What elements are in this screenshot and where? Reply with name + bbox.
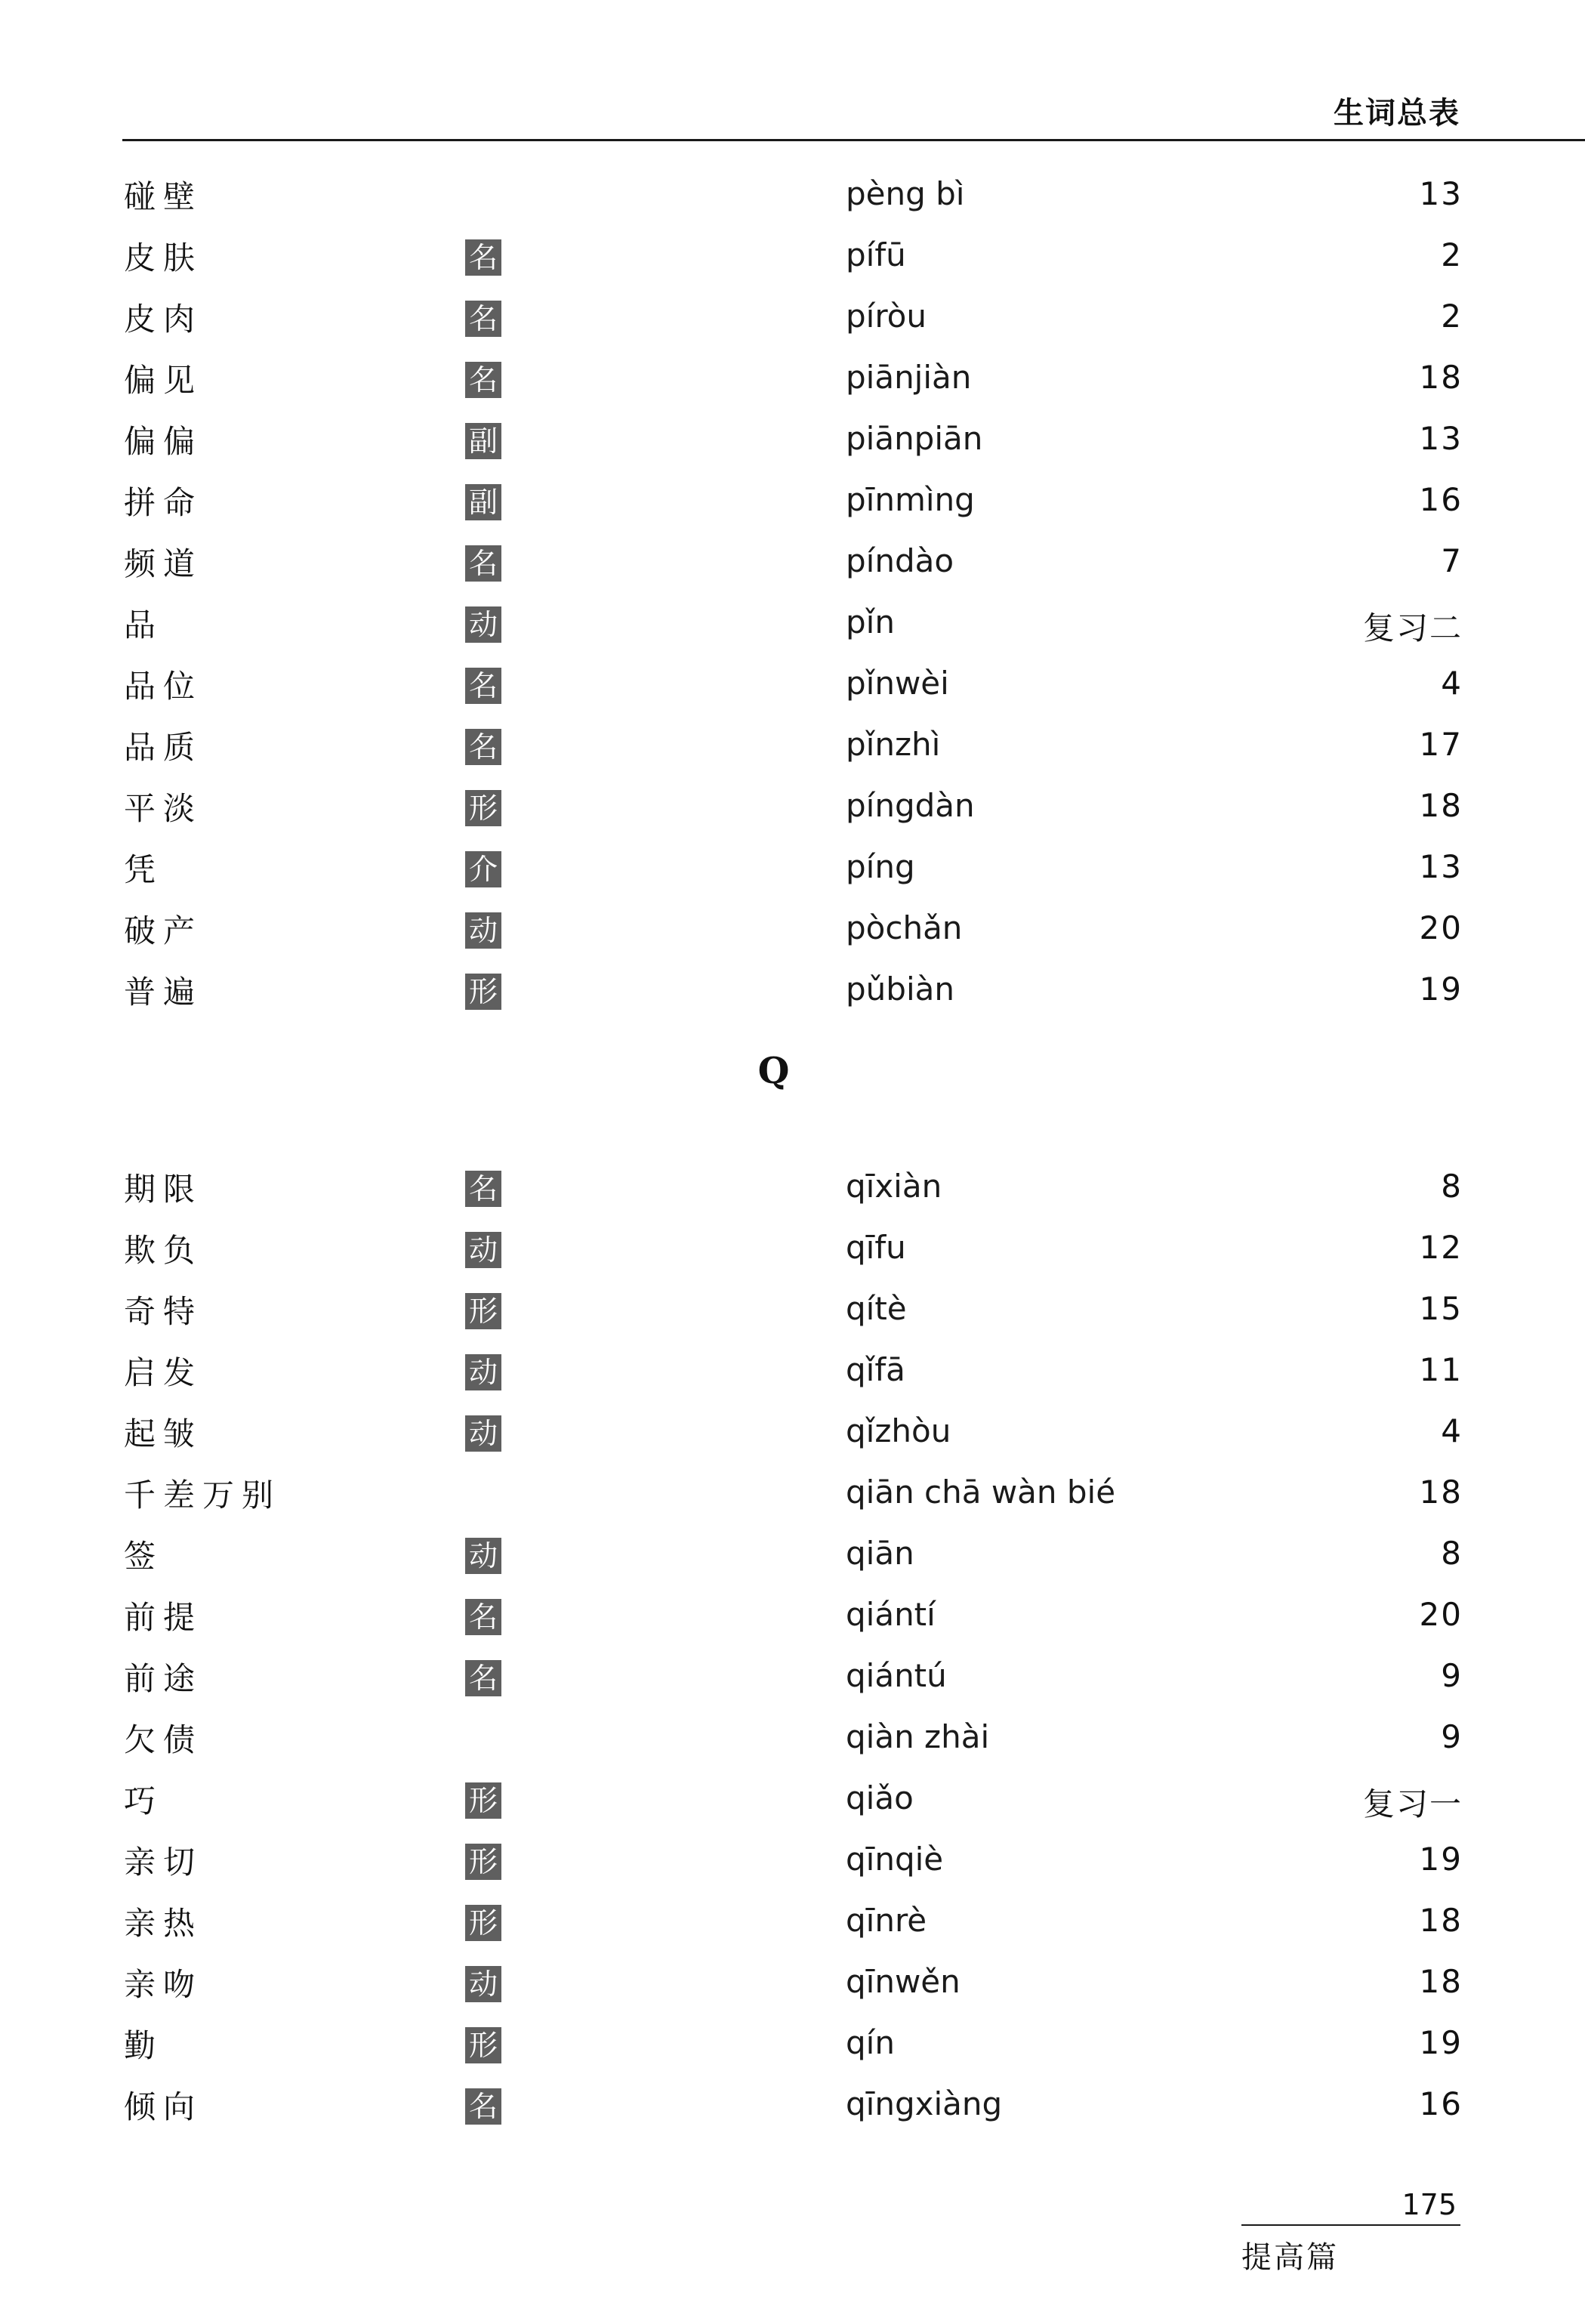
lesson-number: 17 (1419, 726, 1463, 763)
lesson-number: 20 (1419, 1596, 1463, 1633)
part-of-speech-badge: 动 (465, 1538, 501, 1574)
vocabulary-row (0, 1524, 1585, 1585)
vocabulary-row (0, 715, 1585, 776)
lesson-number: 7 (1441, 542, 1463, 579)
section-letter-heading: Q (757, 1050, 790, 1092)
vocabulary-row (0, 1341, 1585, 1402)
vocabulary-list-p (0, 165, 1585, 1021)
vocabulary-row (0, 654, 1585, 715)
part-of-speech-badge: 动 (465, 1966, 501, 2002)
pinyin: píndào (846, 542, 954, 579)
lesson-number: 20 (1419, 909, 1463, 946)
lesson-number: 13 (1419, 420, 1463, 457)
lesson-number: 19 (1419, 1841, 1463, 1878)
headword: 偏偏 (124, 423, 203, 460)
part-of-speech-badge: 名 (465, 1660, 501, 1696)
vocabulary-row (0, 1279, 1585, 1341)
part-of-speech-badge: 形 (465, 790, 501, 826)
vocabulary-row (0, 226, 1585, 287)
pinyin: qǐzhòu (846, 1412, 951, 1449)
vocabulary-row (0, 1157, 1585, 1218)
part-of-speech-badge: 动 (465, 606, 501, 643)
lesson-number: 18 (1419, 787, 1463, 824)
pinyin: pīnmìng (846, 481, 975, 518)
vocabulary-row (0, 1463, 1585, 1524)
pinyin: qiān (846, 1535, 914, 1572)
lesson-number: 复习二 (1362, 610, 1463, 647)
part-of-speech-badge: 名 (465, 301, 501, 337)
vocabulary-row (0, 2075, 1585, 2136)
vocabulary-row (0, 409, 1585, 471)
lesson-number: 15 (1419, 1290, 1463, 1327)
pinyin: piānpiān (846, 420, 983, 457)
lesson-number: 18 (1419, 1902, 1463, 1939)
part-of-speech-badge: 形 (465, 2027, 501, 2063)
headword: 前提 (124, 1599, 203, 1636)
volume-label: 提高篇 (1241, 2240, 1339, 2275)
vocabulary-row (0, 1952, 1585, 2014)
pinyin: pífū (846, 236, 906, 273)
lesson-number: 13 (1419, 848, 1463, 885)
lesson-number: 16 (1419, 481, 1463, 518)
lesson-number: 9 (1441, 1718, 1463, 1755)
pinyin: pǐnwèi (846, 665, 949, 702)
headword: 亲热 (124, 1905, 203, 1942)
headword: 拼命 (124, 484, 203, 521)
headword: 皮肤 (124, 239, 203, 276)
pinyin: qiántú (846, 1657, 947, 1694)
pinyin: qǐfā (846, 1351, 905, 1388)
vocabulary-row (0, 1769, 1585, 1830)
running-header-title: 生词总表 (1334, 96, 1460, 131)
lesson-number: 2 (1441, 298, 1463, 335)
pinyin: pòchǎn (846, 909, 963, 946)
headword: 前途 (124, 1660, 203, 1697)
part-of-speech-badge: 形 (465, 1782, 501, 1819)
vocabulary-row (0, 287, 1585, 348)
pinyin: qiàn zhài (846, 1718, 990, 1755)
headword: 破产 (124, 912, 203, 949)
part-of-speech-badge: 动 (465, 1232, 501, 1268)
pinyin: qiǎo (846, 1779, 914, 1816)
vocabulary-row (0, 899, 1585, 960)
footer-rule (1241, 2224, 1460, 2226)
pinyin: qīnwěn (846, 1963, 961, 2000)
lesson-number: 13 (1419, 175, 1463, 212)
vocabulary-row (0, 471, 1585, 532)
vocabulary-row (0, 593, 1585, 654)
vocabulary-row (0, 1830, 1585, 1891)
part-of-speech-badge: 名 (465, 668, 501, 704)
headword: 欺负 (124, 1232, 203, 1269)
vocabulary-row (0, 1647, 1585, 1708)
part-of-speech-badge: 名 (465, 729, 501, 765)
pinyin: piānjiàn (846, 359, 972, 396)
vocabulary-row (0, 165, 1585, 226)
lesson-number: 4 (1441, 1412, 1463, 1449)
headword: 奇特 (124, 1293, 203, 1330)
headword: 凭 (124, 851, 164, 888)
lesson-number: 18 (1419, 1474, 1463, 1511)
part-of-speech-badge: 动 (465, 1354, 501, 1390)
headword: 起皱 (124, 1415, 203, 1452)
vocabulary-row (0, 960, 1585, 1021)
pinyin: qín (846, 2024, 895, 2061)
part-of-speech-badge: 名 (465, 1599, 501, 1635)
pinyin: píngdàn (846, 787, 975, 824)
part-of-speech-badge: 形 (465, 1844, 501, 1880)
part-of-speech-badge: 形 (465, 1293, 501, 1329)
lesson-number: 复习一 (1362, 1785, 1463, 1822)
vocabulary-row (0, 776, 1585, 838)
lesson-number: 8 (1441, 1168, 1463, 1205)
part-of-speech-badge: 副 (465, 484, 501, 520)
headword: 偏见 (124, 362, 203, 399)
pinyin: píng (846, 848, 915, 885)
lesson-number: 18 (1419, 359, 1463, 396)
headword: 勤 (124, 2027, 164, 2064)
lesson-number: 19 (1419, 2024, 1463, 2061)
pinyin: qīnqiè (846, 1841, 944, 1878)
headword: 签 (124, 1538, 164, 1575)
headword: 欠债 (124, 1721, 203, 1758)
vocabulary-row (0, 348, 1585, 409)
headword: 皮肉 (124, 301, 203, 338)
part-of-speech-badge: 名 (465, 362, 501, 398)
headword: 亲吻 (124, 1966, 203, 2003)
vocabulary-row (0, 838, 1585, 899)
lesson-number: 11 (1419, 1351, 1463, 1388)
lesson-number: 2 (1441, 236, 1463, 273)
part-of-speech-badge: 名 (465, 1171, 501, 1207)
lesson-number: 4 (1441, 665, 1463, 702)
vocabulary-list-q (0, 1157, 1585, 2136)
part-of-speech-badge: 名 (465, 239, 501, 276)
pinyin: qīnrè (846, 1902, 927, 1939)
lesson-number: 18 (1419, 1963, 1463, 2000)
headword: 平淡 (124, 790, 203, 827)
pinyin: qīxiàn (846, 1168, 942, 1205)
pinyin: píròu (846, 298, 927, 335)
lesson-number: 8 (1441, 1535, 1463, 1572)
headword: 亲切 (124, 1844, 203, 1881)
vocabulary-row (0, 1585, 1585, 1647)
headword: 巧 (124, 1782, 164, 1819)
headword: 品 (124, 606, 164, 643)
headword: 碰壁 (124, 178, 203, 215)
headword: 千差万别 (124, 1477, 282, 1514)
page-number: 175 (1402, 2188, 1457, 2221)
lesson-number: 19 (1419, 971, 1463, 1008)
vocabulary-row (0, 532, 1585, 593)
vocabulary-row (0, 1402, 1585, 1463)
part-of-speech-badge: 名 (465, 2088, 501, 2125)
pinyin: pǐnzhì (846, 726, 941, 763)
pinyin: pèng bì (846, 175, 965, 212)
headword: 倾向 (124, 2088, 203, 2125)
pinyin: qítè (846, 1290, 907, 1327)
header-rule (122, 139, 1585, 141)
part-of-speech-badge: 动 (465, 912, 501, 949)
headword: 频道 (124, 545, 203, 582)
vocabulary-row (0, 1891, 1585, 1952)
pinyin: qiān chā wàn bié (846, 1474, 1116, 1511)
lesson-number: 12 (1419, 1229, 1463, 1266)
pinyin: qiántí (846, 1596, 936, 1633)
pinyin: qīngxiàng (846, 2085, 1003, 2122)
lesson-number: 9 (1441, 1657, 1463, 1694)
part-of-speech-badge: 形 (465, 1905, 501, 1941)
vocabulary-row (0, 1218, 1585, 1279)
pinyin: pǔbiàn (846, 971, 954, 1008)
headword: 普遍 (124, 974, 203, 1011)
lesson-number: 16 (1419, 2085, 1463, 2122)
part-of-speech-badge: 名 (465, 545, 501, 582)
pinyin: qīfu (846, 1229, 906, 1266)
headword: 期限 (124, 1171, 203, 1208)
part-of-speech-badge: 介 (465, 851, 501, 887)
vocabulary-row (0, 1708, 1585, 1769)
vocabulary-row (0, 2014, 1585, 2075)
headword: 品质 (124, 729, 203, 766)
headword: 品位 (124, 668, 203, 705)
headword: 启发 (124, 1354, 203, 1391)
part-of-speech-badge: 动 (465, 1415, 501, 1452)
part-of-speech-badge: 副 (465, 423, 501, 459)
pinyin: pǐn (846, 603, 895, 640)
part-of-speech-badge: 形 (465, 974, 501, 1010)
